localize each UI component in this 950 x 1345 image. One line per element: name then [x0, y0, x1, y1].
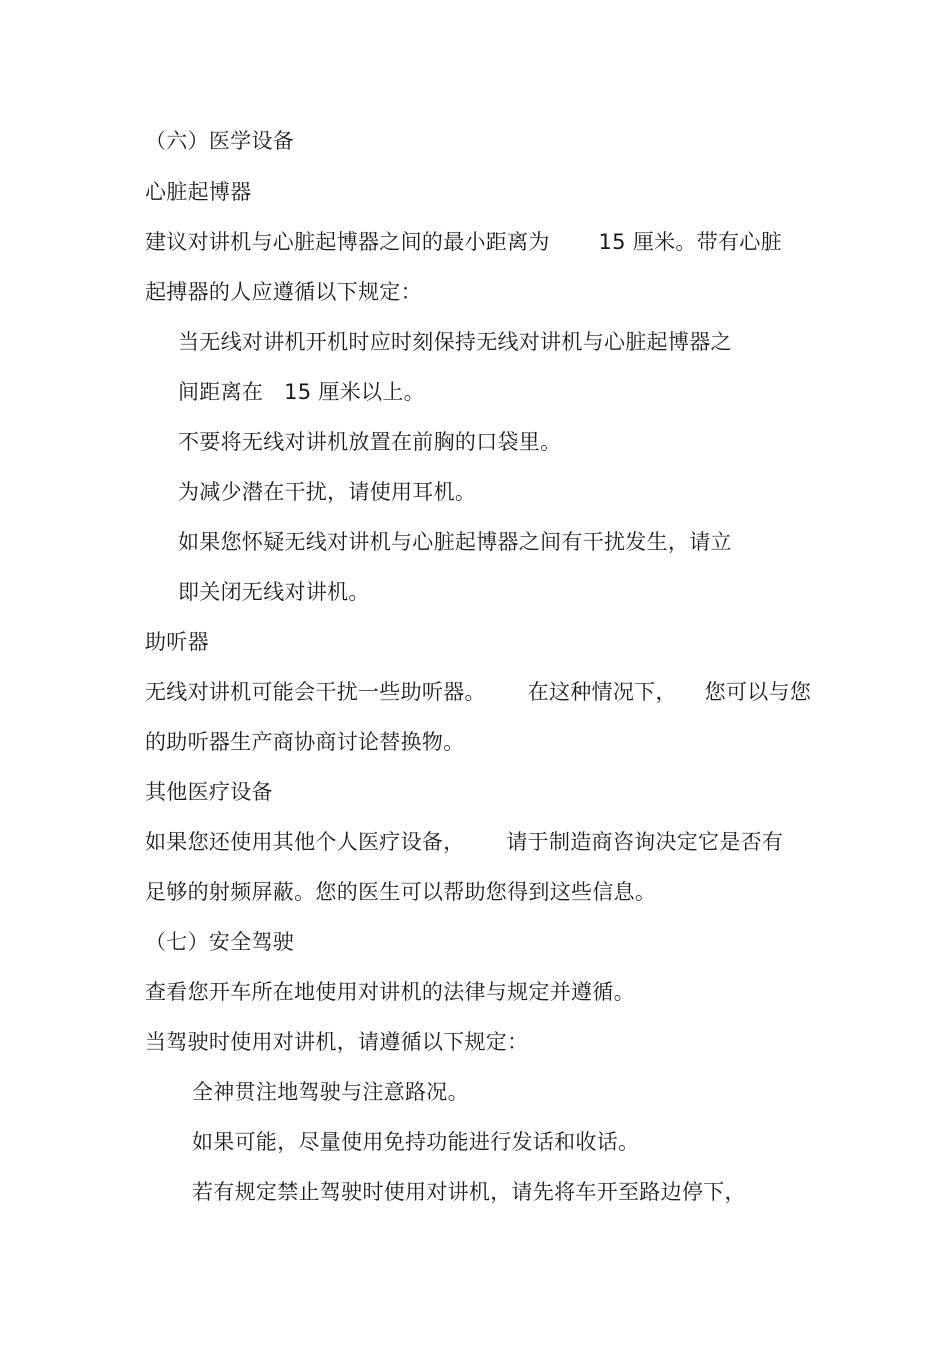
- pacemaker-rule-1-line-2: 间距离在 15 厘米以上。: [178, 380, 425, 404]
- pacemaker-rule-2: 不要将无线对讲机放置在前胸的口袋里。: [178, 430, 562, 454]
- other-devices-text-line-1: 如果您还使用其他个人医疗设备， 请于制造商咨询决定它是否有: [145, 830, 784, 854]
- pacemaker-intro-line-1: 建议对讲机与心脏起博器之间的最小距离为 15 厘米。带有心脏: [145, 230, 782, 254]
- other-devices-text-line-2: 足够的射频屏蔽。您的医生可以帮助您得到这些信息。: [145, 880, 657, 904]
- driving-rule-3: 若有规定禁止驾驶时使用对讲机，请先将车开至路边停下，: [192, 1180, 746, 1204]
- pacemaker-rule-3: 为减少潜在干扰，请使用耳机。: [178, 480, 477, 504]
- hearing-aid-text-line-2: 的助听器生产商协商讨论替换物。: [145, 730, 465, 754]
- pacemaker-rule-4-line-1: 如果您怀疑无线对讲机与心脏起博器之间有干扰发生，请立: [178, 530, 732, 554]
- hearing-aid-text-line-1: 无线对讲机可能会干扰一些助听器。 在这种情况下， 您可以与您: [145, 680, 812, 704]
- pacemaker-title: 心脏起博器: [145, 180, 252, 204]
- other-devices-title: 其他医疗设备: [145, 780, 273, 804]
- pacemaker-rule-4-line-2: 即关闭无线对讲机。: [178, 580, 370, 604]
- driving-line-2: 当驾驶时使用对讲机，请遵循以下规定：: [145, 1030, 529, 1054]
- section-6-heading: （六）医学设备: [145, 129, 295, 153]
- section-7-heading: （七）安全驾驶: [145, 930, 295, 954]
- pacemaker-rule-1-line-1: 当无线对讲机开机时应时刻保持无线对讲机与心脏起博器之: [178, 330, 732, 354]
- pacemaker-intro-line-2: 起搏器的人应遵循以下规定：: [145, 280, 422, 304]
- driving-rule-2: 如果可能，尽量使用免持功能进行发话和收话。: [192, 1130, 640, 1154]
- hearing-aid-title: 助听器: [145, 630, 209, 654]
- driving-line-1: 查看您开车所在地使用对讲机的法律与规定并遵循。: [145, 980, 635, 1004]
- driving-rule-1: 全神贯注地驾驶与注意路况。: [192, 1080, 469, 1104]
